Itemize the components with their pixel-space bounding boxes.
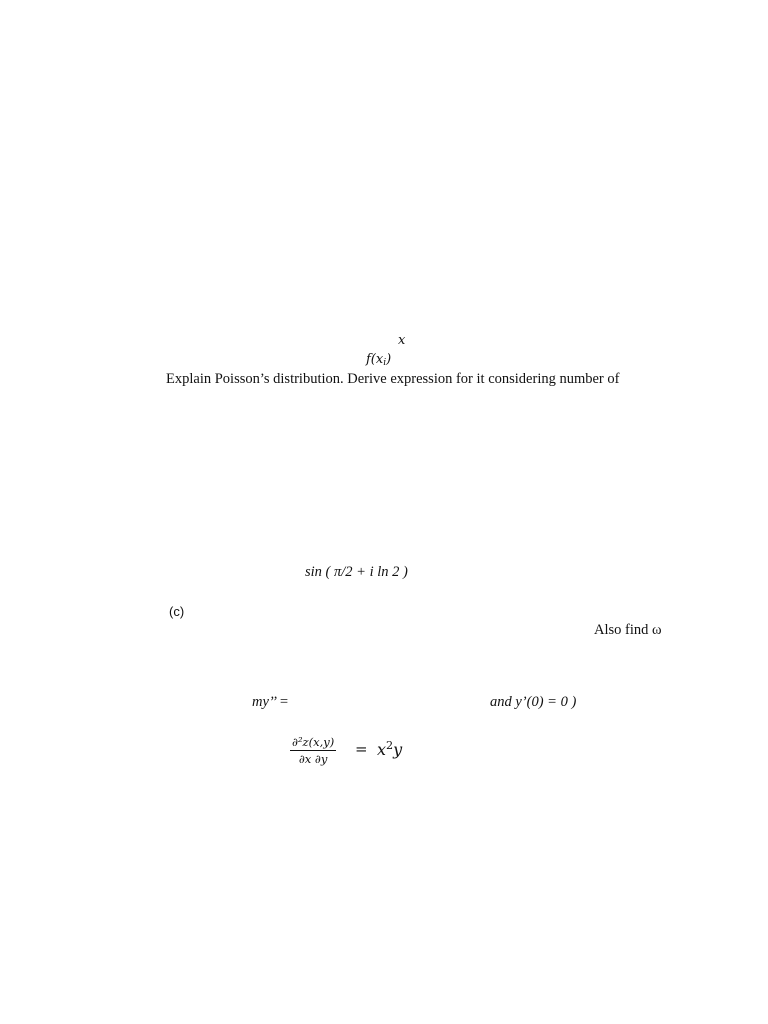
pde-rhs-exponent: 2 — [386, 739, 394, 752]
function-f-close: ) — [386, 352, 392, 367]
pde-numerator: ∂²z(x,y) — [292, 735, 335, 749]
pde-fraction — [290, 735, 336, 766]
pde-denominator: ∂x ∂y — [298, 752, 328, 766]
fraction-bar — [290, 750, 336, 751]
pde-equals: = — [355, 740, 368, 758]
function-f-text: f(x — [366, 352, 384, 367]
variable-x: x — [398, 333, 406, 348]
also-find-omega: Also find ω — [594, 622, 662, 638]
pde-rhs-x: x — [377, 740, 387, 759]
function-f-xi — [366, 353, 391, 368]
function-f-subscript: i — [383, 358, 387, 368]
my-double-prime-expression: my’’ = — [252, 694, 289, 710]
part-c-label: (c) — [169, 604, 185, 619]
initial-condition-expression: and y’(0) = 0 ) — [490, 694, 577, 710]
pde-right-side — [377, 740, 402, 758]
poisson-question-line: Explain Poisson’s distribution. Derive expression for it considering number of — [166, 371, 620, 387]
sin-expression: sin ( π/2 + i ln 2 ) — [305, 564, 408, 580]
pde-rhs-y: y — [393, 740, 403, 759]
